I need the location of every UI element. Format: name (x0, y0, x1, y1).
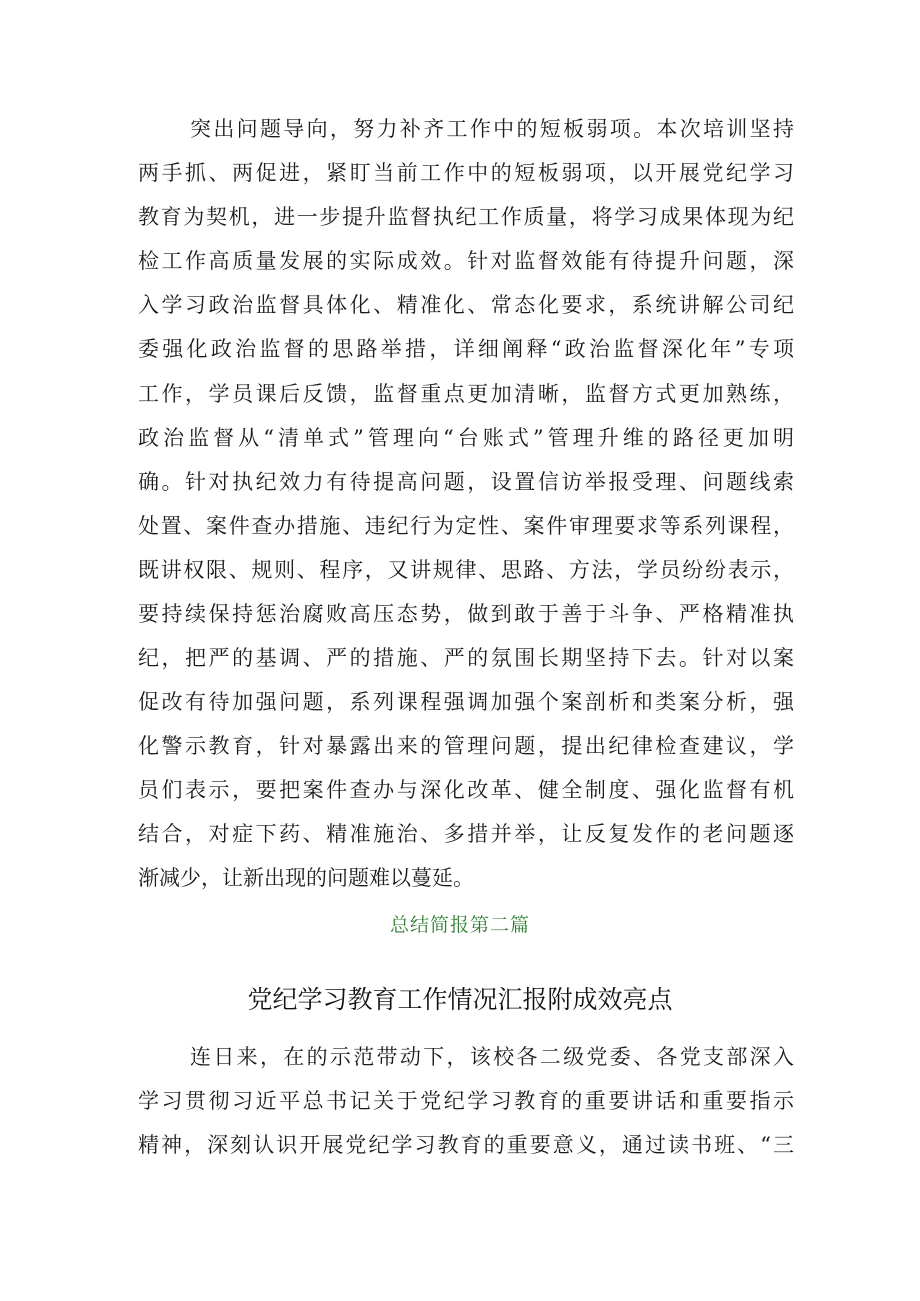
paragraph-line: 入学习政治监督具体化、精准化、常态化要求，系统讲解公司纪 (138, 293, 794, 317)
paragraph-line: 教育为契机，进一步提升监督执纪工作质量，将学习成果体现为纪 (138, 205, 794, 229)
paragraph-line: 连日来，在的示范带动下，该校各二级党委、各党支部深入 (190, 1045, 794, 1069)
paragraph-line: 检工作高质量发展的实际成效。针对监督效能有待提升问题，深 (138, 249, 794, 273)
paragraph-line: 学习贯彻习近平总书记关于党纪学习教育的重要讲话和重要指示 (138, 1089, 794, 1113)
paragraph-line: 渐减少，让新出现的问题难以蔓延。 (138, 866, 474, 890)
section-label: 总结简报第二篇 (389, 914, 530, 936)
paragraph-line: 促改有待加强问题，系列课程强调加强个案剖析和类案分析，强 (138, 690, 794, 714)
paragraph-line: 精神，深刻认识开展党纪学习教育的重要意义，通过读书班、“三 (138, 1133, 794, 1157)
paragraph-line: 纪，把严的基调、严的措施、严的氛围长期坚持下去。针对以案 (138, 646, 794, 670)
paragraph-line: 委强化政治监督的思路举措，详细阐释“政治监督深化年”专项 (138, 337, 794, 361)
paragraph-line: 两手抓、两促进，紧盯当前工作中的短板弱项，以开展党纪学习 (138, 161, 794, 185)
paragraph-line: 化警示教育，针对暴露出来的管理问题，提出纪律检查建议，学 (138, 734, 794, 758)
paragraph-line: 确。针对执纪效力有待提高问题，设置信访举报受理、问题线索 (138, 470, 794, 494)
document-title: 党纪学习教育工作情况汇报附成效亮点 (247, 985, 673, 1014)
paragraph-line: 员们表示，要把案件查办与深化改革、健全制度、强化监督有机 (138, 778, 794, 802)
paragraph-line: 政治监督从“清单式”管理向“台账式”管理升维的路径更加明 (138, 426, 794, 450)
paragraph-line: 要持续保持惩治腐败高压态势，做到敢于善于斗争、严格精准执 (138, 602, 794, 626)
paragraph-line: 既讲权限、规则、程序，又讲规律、思路、方法，学员纷纷表示， (138, 558, 794, 582)
paragraph-line: 结合，对症下药、精准施治、多措并举，让反复发作的老问题逐 (138, 822, 794, 846)
paragraph-line: 突出问题导向，努力补齐工作中的短板弱项。本次培训坚持 (190, 117, 794, 141)
paragraph-line: 工作，学员课后反馈，监督重点更加清晰，监督方式更加熟练， (138, 382, 794, 406)
paragraph-line: 处置、案件查办措施、违纪行为定性、案件审理要求等系列课程， (138, 514, 794, 538)
